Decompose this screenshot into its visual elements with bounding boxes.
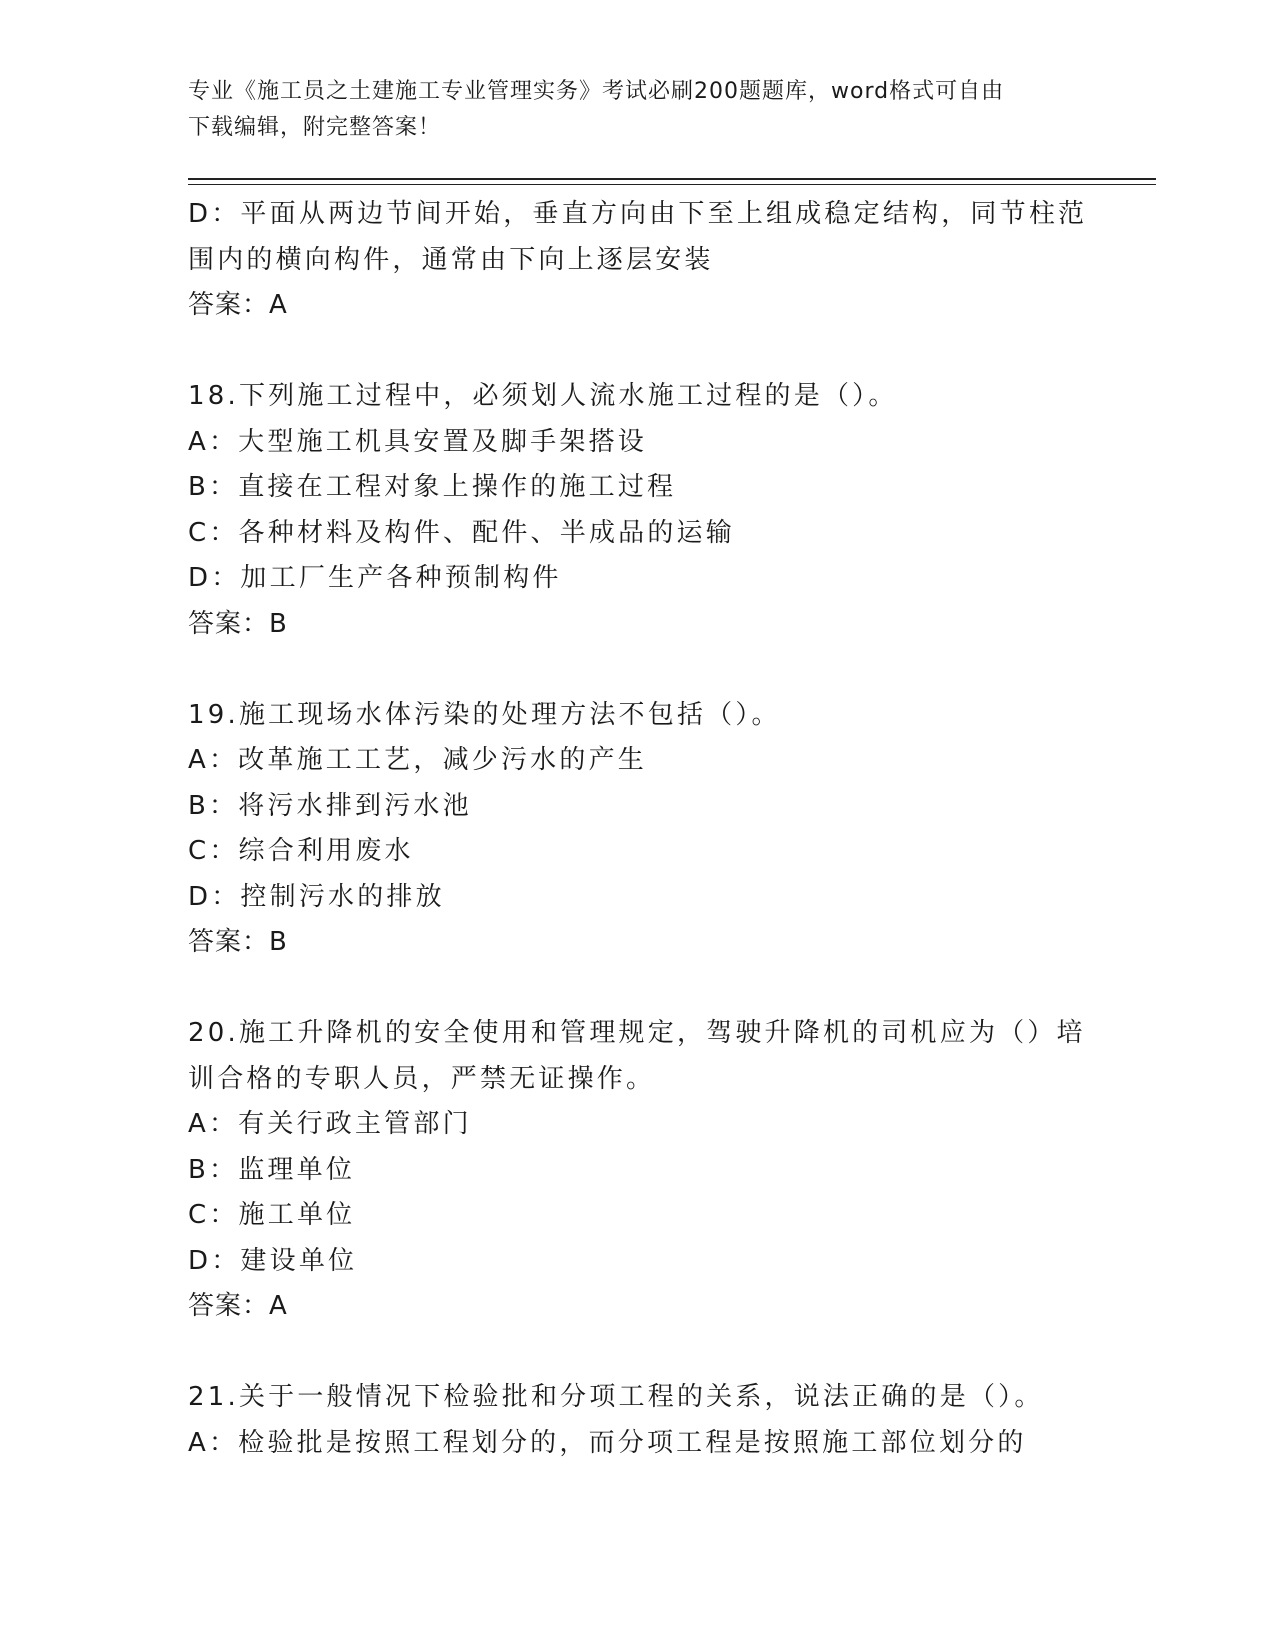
question-stem: 19.施工现场水体污染的处理方法不包括（）。 [188,699,781,730]
header-rule-thin [188,184,1156,185]
option-d: D：平面从两边节间开始，垂直方向由下至上组成稳定结构，同节柱范 [188,199,1088,229]
option-a: A：有关行政主管部门 [188,1109,472,1139]
spacer [188,966,1088,1012]
answer: 答案：A [188,290,288,320]
option-b: B：直接在工程对象上操作的施工过程 [188,472,677,502]
spacer [188,1330,1088,1376]
option-a: A：检验批是按照工程划分的，而分项工程是按照施工部位划分的 [188,1427,1027,1458]
option-b: B：将污水排到污水池 [188,790,472,821]
answer: 答案：A [188,1291,288,1321]
option-c: C：各种材料及构件、配件、半成品的运输 [188,517,735,548]
option-d: D：加工厂生产各种预制构件 [188,563,562,593]
header-line-2: 下载编辑，附完整答案！ [188,115,442,140]
option-d-continued: 围内的横向构件，通常由下向上逐层安装 [188,244,714,275]
header-rule-thick [188,178,1156,180]
question-20 [188,1011,1088,1330]
question-list [188,192,1088,1466]
option-a: A：大型施工机具安置及脚手架搭设 [188,426,647,457]
question-stem: 20.施工升降机的安全使用和管理规定，驾驶升降机的司机应为（）培 [188,1018,1086,1048]
header-line-1: 专业《施工员之土建施工专业管理实务》考试必刷200题题库，word格式可自由 [188,79,1005,104]
option-c: C：综合利用废水 [188,836,414,866]
question-19 [188,693,1088,966]
question-21 [188,1375,1088,1466]
answer: 答案：B [188,927,288,957]
answer: 答案：B [188,608,288,639]
option-b: B：监理单位 [188,1154,356,1185]
page-header [188,74,1068,146]
question-stem: 21.关于一般情况下检验批和分项工程的关系，说法正确的是（）。 [188,1382,1044,1412]
question-17-tail [188,192,1088,329]
question-stem-continued: 训合格的专职人员，严禁无证操作。 [188,1063,656,1094]
option-c: C：施工单位 [188,1200,356,1230]
option-d: D：建设单位 [188,1245,358,1276]
option-a: A：改革施工工艺，减少污水的产生 [188,745,647,775]
question-stem: 18.下列施工过程中，必须划人流水施工过程的是（）。 [188,381,898,411]
option-d: D：控制污水的排放 [188,881,445,912]
question-18 [188,374,1088,647]
spacer [188,329,1088,375]
spacer [188,647,1088,693]
